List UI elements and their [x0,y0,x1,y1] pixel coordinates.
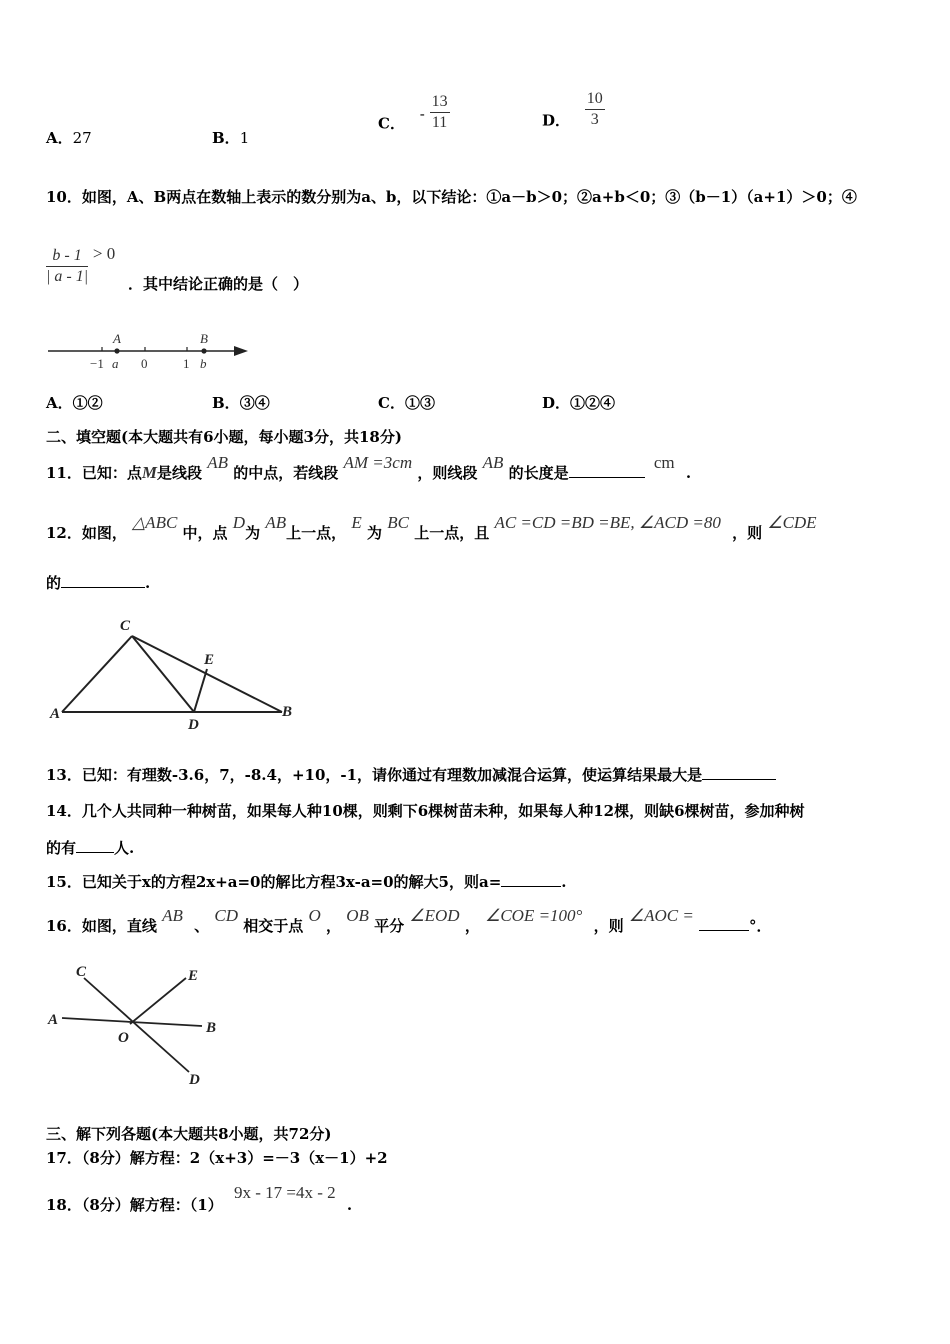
q10-option-a: A．①② [46,394,103,412]
tick-1: 1 [183,356,190,371]
fig16-label-e: E [188,968,199,984]
fig16-label-a: A [48,1012,59,1028]
fig16-label-o: O [118,1030,129,1046]
q11: 11．已知：点M是线段 AB 的中点，若线段 AM =3cm ，则线段 AB 的长度是 cm . [46,453,692,482]
tick-a: a [112,356,119,371]
section-2-heading: 二、填空题(本大题共有6小题，每小题3分，共18分) [46,428,402,446]
point-a-dot [114,348,119,353]
q10-option-b: B．③④ [212,394,270,412]
fig12-label-b: B [282,704,293,720]
tick-0: 0 [141,356,148,371]
section-3-heading: 三、解下列各题(本大题共8小题，共72分) [46,1125,332,1143]
fig16-label-d: D [189,1072,200,1088]
q12-line2: 的 . [46,574,151,592]
q16: 16．如图，直线 AB 、 CD 相交于点 O ， OB 平分 ∠EOD ， ∠COE =100° ，则 ∠AOC = °． [46,906,772,935]
tick-b: b [200,356,207,371]
fig16-label-b: B [206,1020,217,1036]
q9-option-c: C． - $\frac{13}{11}$ [378,93,448,133]
q18: 18．（8分）解方程：（1） 9x - 17 =4x - 2 . [46,1183,353,1214]
fig12-label-e: E [204,652,215,668]
q14-line1: 14．几个人共同种一种树苗，如果每人种10棵，则剩下6棵树苗未种，如果每人种12棵，则缺6棵树苗，参加种树 [46,802,805,820]
tick-neg1: −1 [90,356,104,371]
q17: 17．（8分）解方程：2（x+3）=－3（x－1）+2 [46,1149,388,1167]
q9-option-a: A．27 [46,129,92,147]
point-b-dot [201,348,206,353]
q15: 15．已知关于x的方程2x+a=0的解比方程3x-a=0的解大5，则a= . [46,873,567,891]
q12: 12．如图， △ABC 中，点 D为 AB上一点， E 为 BC 上一点，且 AC =CD =BD =BE, ∠ACD =80 ，则 ∠CDE [46,513,817,542]
q10-stem: 10．如图，A、B两点在数轴上表示的数分别为a、b，以下结论：①a－b＞0；②a+b＜0；③（b－1）（a+1）＞0；④ [46,188,857,206]
q10-number-line [40,328,260,374]
q10-option-c: C．①③ [378,394,435,412]
fig12-label-c: C [120,618,131,634]
fig12-label-a: A [50,706,61,722]
q14-line2: 的有 人. [46,839,135,857]
q10-stem-end: ．其中结论正确的是（ ） [128,275,309,293]
q10-fraction: $\frac{b - 1}{| a - 1|}$ > 0 [46,243,116,285]
q12-triangle-figure [44,612,304,734]
q13: 13．已知：有理数-3.6，7，-8.4，+10，-1，请你通过有理数加减混合运算，使运算结果最大是 [46,764,776,785]
point-b-label: B [200,331,208,346]
fig12-label-d: D [188,717,199,733]
q16-angle-figure [44,960,244,1090]
fig16-label-c: C [76,964,87,980]
q9-option-b: B．1 [212,129,250,147]
q9-option-d: D． $\frac{10}{3}$ [542,90,603,130]
point-a-label: A [113,331,121,346]
q10-option-d: D．①②④ [542,394,616,412]
